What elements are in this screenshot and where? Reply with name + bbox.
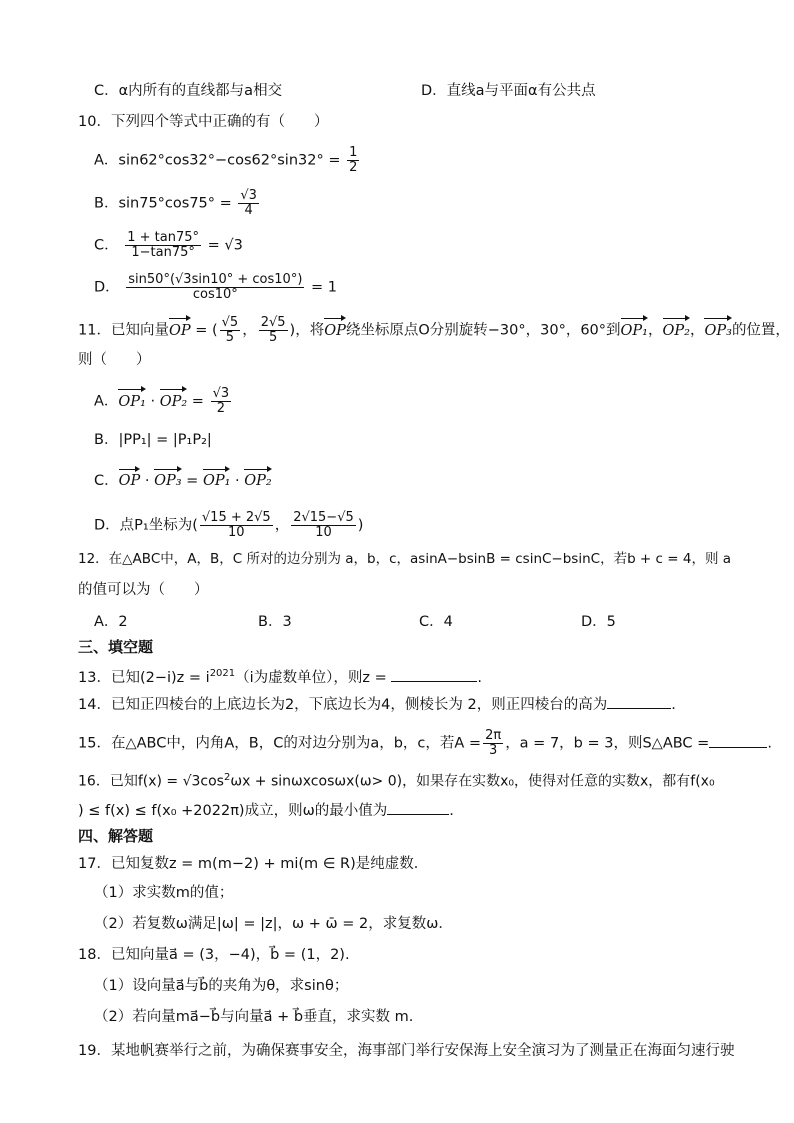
q11-stem-line2: 则（ ） [78, 352, 151, 368]
q11-n2: 2√5 [260, 315, 286, 330]
q13-sup: 2021 [209, 668, 236, 679]
q15-text: 15．在△ABC中，内角A，B，C的对边分别为a，b，c，若A = [78, 735, 482, 752]
q10-option-a [94, 146, 361, 175]
q12-stem-line2: 的值可以为（ ） [78, 582, 209, 598]
q15-den: 3 [488, 743, 498, 758]
q11-a-num: √3 [212, 386, 230, 401]
q10-b-num: √3 [240, 188, 257, 203]
q18-part2: （2）若向量ma⃗−b⃗与向量a⃗ + b⃗垂直，求实数 m. [94, 1009, 414, 1025]
q15-rest: ，a = 7，b = 3，则S△ABC = [505, 735, 710, 752]
q12-option-a: A．2 [94, 614, 128, 630]
q11-d-d2: 10 [315, 525, 332, 540]
q10-d-rhs: = 1 [311, 279, 337, 296]
q11-vector-op-2: OP [324, 320, 346, 342]
q12-option-b: B．3 [258, 614, 292, 630]
q11-option-d: D．点P₁坐标为( $\frac{√15 + 2√5}{10}$ ， $\frac{2√15-√5}{10}$ ) [94, 510, 364, 540]
q11-d-n1: √15 + 2√5 [201, 510, 271, 525]
q11-a-fraction [211, 387, 232, 416]
q11-c-op3: OP₃ [154, 473, 182, 489]
q11-c-prefix: C． [94, 473, 119, 489]
q17-part2: （2）若复数ω满足|ω| = |z|，ω + ω̄ = 2，求复数ω． [94, 916, 453, 932]
q15-answer-blank[interactable] [709, 733, 767, 748]
q11-frac-1 [220, 316, 241, 345]
q11-stem: 11．已知向量OP = ( $\frac{√5}{5}$ ， $\frac{2√5}{5}$ )，将OP绕坐标原点O分别旋转−30°，30°，60°到OP₁，OP₂，OP₃的位置， [78, 315, 790, 345]
q11-eq: = ( [190, 322, 218, 339]
q11-d-prefix: D．点P₁坐标为( [94, 517, 198, 534]
q13-end: . [477, 669, 483, 686]
q11-c-op1: OP₁ [202, 473, 231, 489]
q10-option-b [94, 189, 261, 218]
q11-c-op2: OP₂ [244, 473, 272, 489]
q10-stem: 10．下列四个等式中正确的有（ ） [78, 114, 329, 130]
q11-c-op: OP [118, 473, 141, 489]
q18-stem: 18．已知向量a⃗ = (3，−4)，b⃗ = (1，2). [78, 947, 350, 963]
q10-c-fraction [125, 231, 201, 260]
q15-num: 2π [485, 728, 502, 743]
q11-vector-op: OP [169, 320, 191, 342]
q10-c-num: 1 + tan75° [127, 230, 200, 245]
q11-a-prefix: A． [94, 393, 119, 410]
q16-sup: 2 [223, 772, 231, 783]
q17-stem: 17．已知复数z = m(m−2) + mi(m ∈ R)是纯虚数． [78, 856, 429, 872]
q11-vector-op2: OP₂ [663, 320, 690, 342]
q13-answer-blank[interactable] [391, 667, 477, 682]
q10-option-d [94, 273, 337, 302]
q10-b-lhs: B．sin75°cos75° = [94, 195, 232, 212]
q19-stem: 19．某地帆赛举行之前，为确保赛事安全，海事部门举行安保海上安全演习为了测量正在海面匀速行驶 [78, 1043, 735, 1059]
q9-option-c: C．α内所有的直线都与a相交 [94, 83, 283, 99]
q11-d-frac-1 [200, 511, 273, 540]
q18-part1: （1）设向量a⃗与b⃗的夹角为θ，求sinθ； [94, 978, 349, 994]
q16-end: . [449, 803, 454, 819]
q10-a-den: 2 [349, 160, 358, 175]
q11-a-op2: OP₂ [160, 391, 187, 413]
q15-end: . [767, 735, 772, 752]
q16-line1b: ωx + sinωxcosωx(ω> 0)，如果存在实数x₀，使得对任意的实数x，都有f(x₀ [230, 773, 715, 790]
q10-a-num: 1 [349, 145, 358, 160]
q11-a-op1: OP₁ [118, 391, 145, 413]
q12-stem: 12．在△ABC中，A，B，C 所对的边分别为 a，b，c，asinA−bsinB = csinC−bsinC，若b + c = 4，则 a [78, 551, 732, 567]
q16-line2-text: ) ≤ f(x) ≤ f(x₀ +2022π)成立，则ω的最小值为 [78, 803, 388, 819]
q14 [78, 694, 676, 715]
q11-d2: 5 [268, 330, 278, 345]
q11-d-d1: 10 [228, 525, 245, 540]
q11-stem-d: 的位置， [731, 322, 790, 339]
q10-b-den: 4 [244, 203, 253, 218]
section-fill-in-heading: 三、填空题 [78, 638, 154, 656]
q16-line1 [78, 768, 715, 792]
q11-d-frac-2 [291, 511, 356, 540]
q10-d-prefix: D． [94, 279, 120, 296]
q11-n1: √5 [221, 315, 239, 330]
q10-d-fraction [126, 273, 304, 302]
q17-part1: （1）求实数m的值； [94, 885, 234, 901]
q11-stem-a: 11．已知向量 [78, 322, 169, 339]
q11-vector-op3: OP₃ [704, 320, 731, 342]
q11-option-b: B．|PP₁| = |P₁P₂| [94, 432, 212, 448]
q10-a-lhs: A．sin62°cos32°−cos62°sin32° = [94, 152, 341, 169]
q11-a-rhs: = [191, 393, 204, 410]
q10-c-den: 1−tan75° [131, 245, 195, 260]
q10-c-prefix: C． [94, 237, 119, 254]
q12-option-d: D．5 [581, 614, 616, 630]
q16-line2 [78, 800, 454, 821]
q13-rest: （i为虚数单位），则z = [235, 669, 387, 686]
q11-option-a: A．OP₁ · OP₂ = $\frac{√3}{2}$ [94, 386, 230, 416]
q15-fraction [483, 729, 503, 758]
q14-text: 14．已知正四棱台的上底边长为2，下底边长为4，侧棱长为 2，则正四棱台的高为 [78, 697, 608, 713]
q13-text: 13．已知(2−i)z = i [78, 669, 210, 686]
q10-a-fraction [347, 146, 359, 175]
q16-answer-blank[interactable] [387, 800, 449, 815]
q10-d-den: cos10° [192, 287, 238, 302]
q10-b-fraction [238, 189, 259, 218]
q10-d-num: sin50°(√3sin10° + cos10°) [128, 272, 303, 287]
q11-stem-b: )，将 [289, 322, 325, 339]
q15 [78, 729, 772, 758]
q13 [78, 664, 482, 688]
q9-option-d: D．直线a与平面α有公共点 [421, 83, 596, 99]
q11-frac-2 [259, 316, 288, 345]
q16-line1a: 16．已知f(x) = √3cos [78, 773, 224, 790]
q14-end: . [671, 697, 676, 713]
q10-c-rhs: = √3 [207, 237, 243, 254]
q11-d-n2: 2√15−√5 [293, 510, 354, 525]
q11-option-c: C．OP · OP₃ = OP₁ · OP₂ [94, 473, 272, 489]
q14-answer-blank[interactable] [607, 694, 671, 709]
section-answer-heading: 四、解答题 [78, 827, 154, 845]
q11-vector-op1: OP₁ [621, 320, 648, 342]
q10-option-c [94, 231, 243, 260]
q11-stem-c: 绕坐标原点O分别旋转−30°，30°，60°到 [345, 322, 621, 339]
q12-option-c: C．4 [419, 614, 453, 630]
q11-d1: 5 [225, 330, 235, 345]
q11-a-den: 2 [216, 401, 225, 416]
